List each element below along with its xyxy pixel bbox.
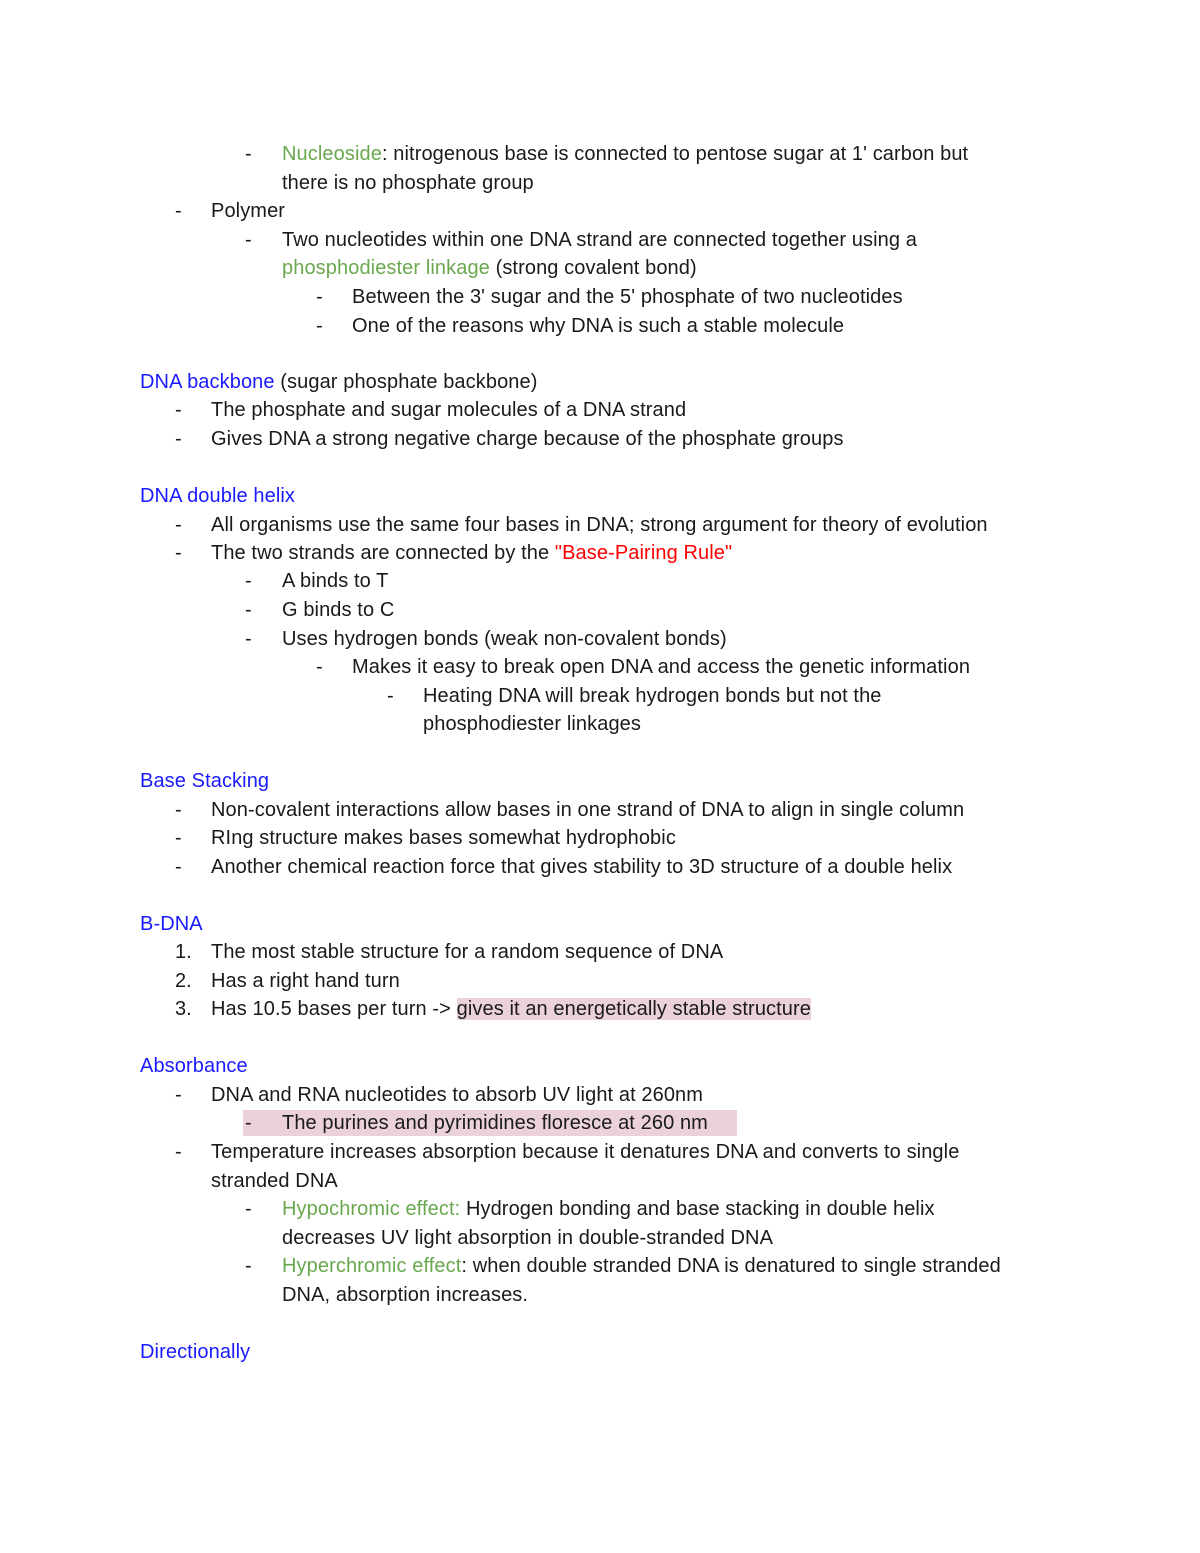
highlighted-text: gives it an energetically stable structure <box>456 998 812 1020</box>
bdna-item2: Has a right hand turn <box>211 970 400 992</box>
bullet-dash: - <box>245 1112 252 1134</box>
polymer-item1-continuation <box>282 254 697 282</box>
directionally-heading: Directionally <box>140 1341 251 1363</box>
bullet-dash: - <box>175 428 182 450</box>
bullet-dash: - <box>245 628 252 650</box>
helix-heading: DNA double helix <box>140 485 296 507</box>
helix-sub2: G binds to C <box>282 599 395 621</box>
list-number: 1. <box>175 941 192 963</box>
bullet-dash: - <box>175 542 182 564</box>
hypochromic-text: Hydrogen bonding and base stacking in double helix <box>460 1198 935 1220</box>
polymer-item1-rest: (strong covalent bond) <box>489 257 697 279</box>
polymer-label: Polymer <box>211 200 286 222</box>
bdna-item1: The most stable structure for a random sequence of DNA <box>211 941 724 963</box>
helix-subsubsub1-continuation: phosphodiester linkages <box>423 713 642 735</box>
backbone-heading <box>140 368 538 396</box>
hypochromic-continuation: decreases UV light absorption in double-stranded DNA <box>282 1227 774 1249</box>
base-pairing-rule-term: "Base-Pairing Rule" <box>554 542 733 564</box>
bullet-dash: - <box>316 656 323 678</box>
absorbance-item2: Temperature increases absorption because it denatures DNA and converts to single <box>211 1141 960 1163</box>
absorbance-heading: Absorbance <box>140 1055 248 1077</box>
hyperchromic-text: : when double stranded DNA is denatured to single stranded <box>461 1255 1001 1277</box>
hyperchromic-line <box>282 1252 1001 1280</box>
helix-subsub1: Makes it easy to break open DNA and access the genetic information <box>352 656 971 678</box>
bullet-dash: - <box>316 315 323 337</box>
nucleoside-term: Nucleoside <box>282 143 382 165</box>
bullet-dash: - <box>245 143 252 165</box>
bullet-dash: - <box>245 1198 252 1220</box>
bullet-dash: - <box>175 799 182 821</box>
helix-subsubsub1: Heating DNA will break hydrogen bonds but not the <box>423 685 882 707</box>
phosphodiester-term: phosphodiester linkage <box>282 257 490 279</box>
backbone-item: The phosphate and sugar molecules of a DNA strand <box>211 399 687 421</box>
absorbance-sub1: The purines and pyrimidines floresce at 260 nm <box>282 1112 708 1134</box>
nucleoside-line <box>282 140 968 168</box>
bullet-dash: - <box>175 399 182 421</box>
list-number: 2. <box>175 970 192 992</box>
stacking-heading: Base Stacking <box>140 770 270 792</box>
helix-item2 <box>211 539 732 567</box>
stacking-item: Non-covalent interactions allow bases in one strand of DNA to align in single column <box>211 799 965 821</box>
bullet-dash: - <box>245 570 252 592</box>
backbone-heading-rest: (sugar phosphate backbone) <box>274 371 538 393</box>
bullet-dash: - <box>175 514 182 536</box>
absorbance-item2-continuation: stranded DNA <box>211 1170 338 1192</box>
polymer-sub2: One of the reasons why DNA is such a stable molecule <box>352 315 845 337</box>
bullet-dash: - <box>175 827 182 849</box>
bullet-dash: - <box>175 856 182 878</box>
list-number: 3. <box>175 998 192 1020</box>
bullet-dash: - <box>245 1255 252 1277</box>
bullet-dash: - <box>175 200 182 222</box>
backbone-heading-term: DNA backbone <box>140 371 275 393</box>
helix-item1: All organisms use the same four bases in DNA; strong argument for theory of evolution <box>211 514 988 536</box>
bdna-item3-text: Has 10.5 bases per turn -> <box>211 998 457 1020</box>
hypochromic-line <box>282 1195 935 1223</box>
helix-sub3: Uses hydrogen bonds (weak non-covalent bonds) <box>282 628 727 650</box>
hypochromic-term: Hypochromic effect: <box>282 1198 461 1220</box>
nucleoside-continuation: there is no phosphate group <box>282 172 534 194</box>
absorbance-item1: DNA and RNA nucleotides to absorb UV light at 260nm <box>211 1084 704 1106</box>
stacking-item: Another chemical reaction force that gives stability to 3D structure of a double helix <box>211 856 953 878</box>
bullet-dash: - <box>245 229 252 251</box>
hyperchromic-continuation: DNA, absorption increases. <box>282 1284 529 1306</box>
bdna-item3 <box>211 995 811 1023</box>
polymer-item1: Two nucleotides within one DNA strand are connected together using a <box>282 229 917 251</box>
bullet-dash: - <box>245 599 252 621</box>
bdna-heading: B-DNA <box>140 913 203 935</box>
nucleoside-text: : nitrogenous base is connected to pentose sugar at 1' carbon but <box>381 143 969 165</box>
helix-sub1: A binds to T <box>282 570 389 592</box>
stacking-item: RIng structure makes bases somewhat hydrophobic <box>211 827 676 849</box>
backbone-item: Gives DNA a strong negative charge because of the phosphate groups <box>211 428 844 450</box>
polymer-sub1: Between the 3' sugar and the 5' phosphate of two nucleotides <box>352 286 903 308</box>
bullet-dash: - <box>175 1084 182 1106</box>
bullet-dash: - <box>316 286 323 308</box>
bullet-dash: - <box>387 685 394 707</box>
bullet-dash: - <box>175 1141 182 1163</box>
helix-item2-text: The two strands are connected by the <box>211 542 555 564</box>
hyperchromic-term: Hyperchromic effect <box>282 1255 462 1277</box>
